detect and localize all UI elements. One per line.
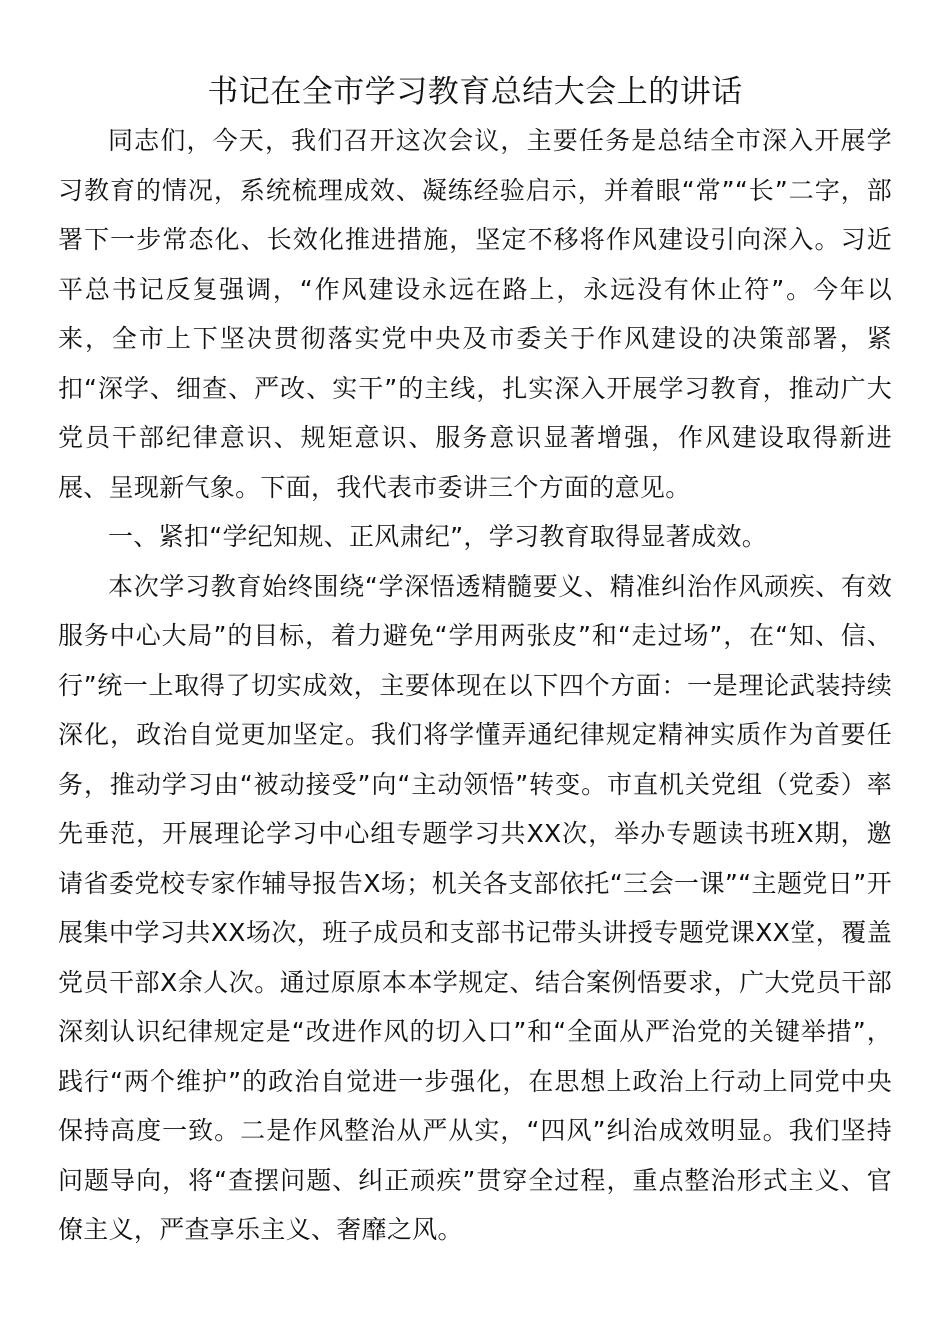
section-heading-one: 一、紧扣“学纪知规、正风肃纪”，学习教育取得显著成效。 [108, 522, 768, 551]
document-title: 书记在全市学习教育总结大会上的讲话 [207, 74, 743, 110]
body-paragraph: 本次学习教育始终围绕“学深悟透精髓要义、精准纠治作风顽疾、有效服务中心大局”的目标，着力避免“学用两张皮”和“走过场”，在“知、信、行”统一上取得了切实成效，主要体现在以下四个方面：一是理论武装持续深化，政治自觉更加坚定。我们将学懂弄通纪律规定精神实质作为首要任务，推动学习由“被动接受”向“主动领悟”转变。市直机关党组（党委）率先垂范，开展理论学习中心组专题学习共XX次，举办专题读书班X期，邀请省委党校专家作辅导报告X场；机关各支部依托“三会一课”“主题党日”开展集中学习共XX场次，班子成员和支部书记带头讲授专题党课XX堂，覆盖党员干部X余人次。通过原原本本学规定、结合案例悟要求，广大党员干部深刻认识纪律规定是“改进作风的切入口”和“全面从严治党的关键举措”，践行“两个维护”的政治自觉进一步强化，在思想上政治上行动上同党中央保持高度一致。二是作风整治从严从实，“四风”纠治成效明显。我们坚持问题导向，将“查摆问题、纠正顽疾”贯穿全过程，重点整治形式主义、官僚主义，严查享乐主义、奢靡之风。 [58, 571, 892, 1244]
opening-paragraph: 同志们，今天，我们召开这次会议，主要任务是总结全市深入开展学习教育的情况，系统梳理成效、凝练经验启示，并着眼“常”“长”二字，部署下一步常态化、长效化推进措施，坚定不移将作风建设引向深入。习近平总书记反复强调，“作风建设永远在路上，永远没有休止符”。今年以来，全市上下坚决贯彻落实党中央及市委关于作风建设的决策部署，紧扣“深学、细查、严改、实干”的主线，扎实深入开展学习教育，推动广大党员干部纪律意识、规矩意识、服务意识显著增强，作风建设取得新进展、呈现新气象。下面，我代表市委讲三个方面的意见。 [58, 126, 892, 502]
document-page [58, 68, 892, 1255]
